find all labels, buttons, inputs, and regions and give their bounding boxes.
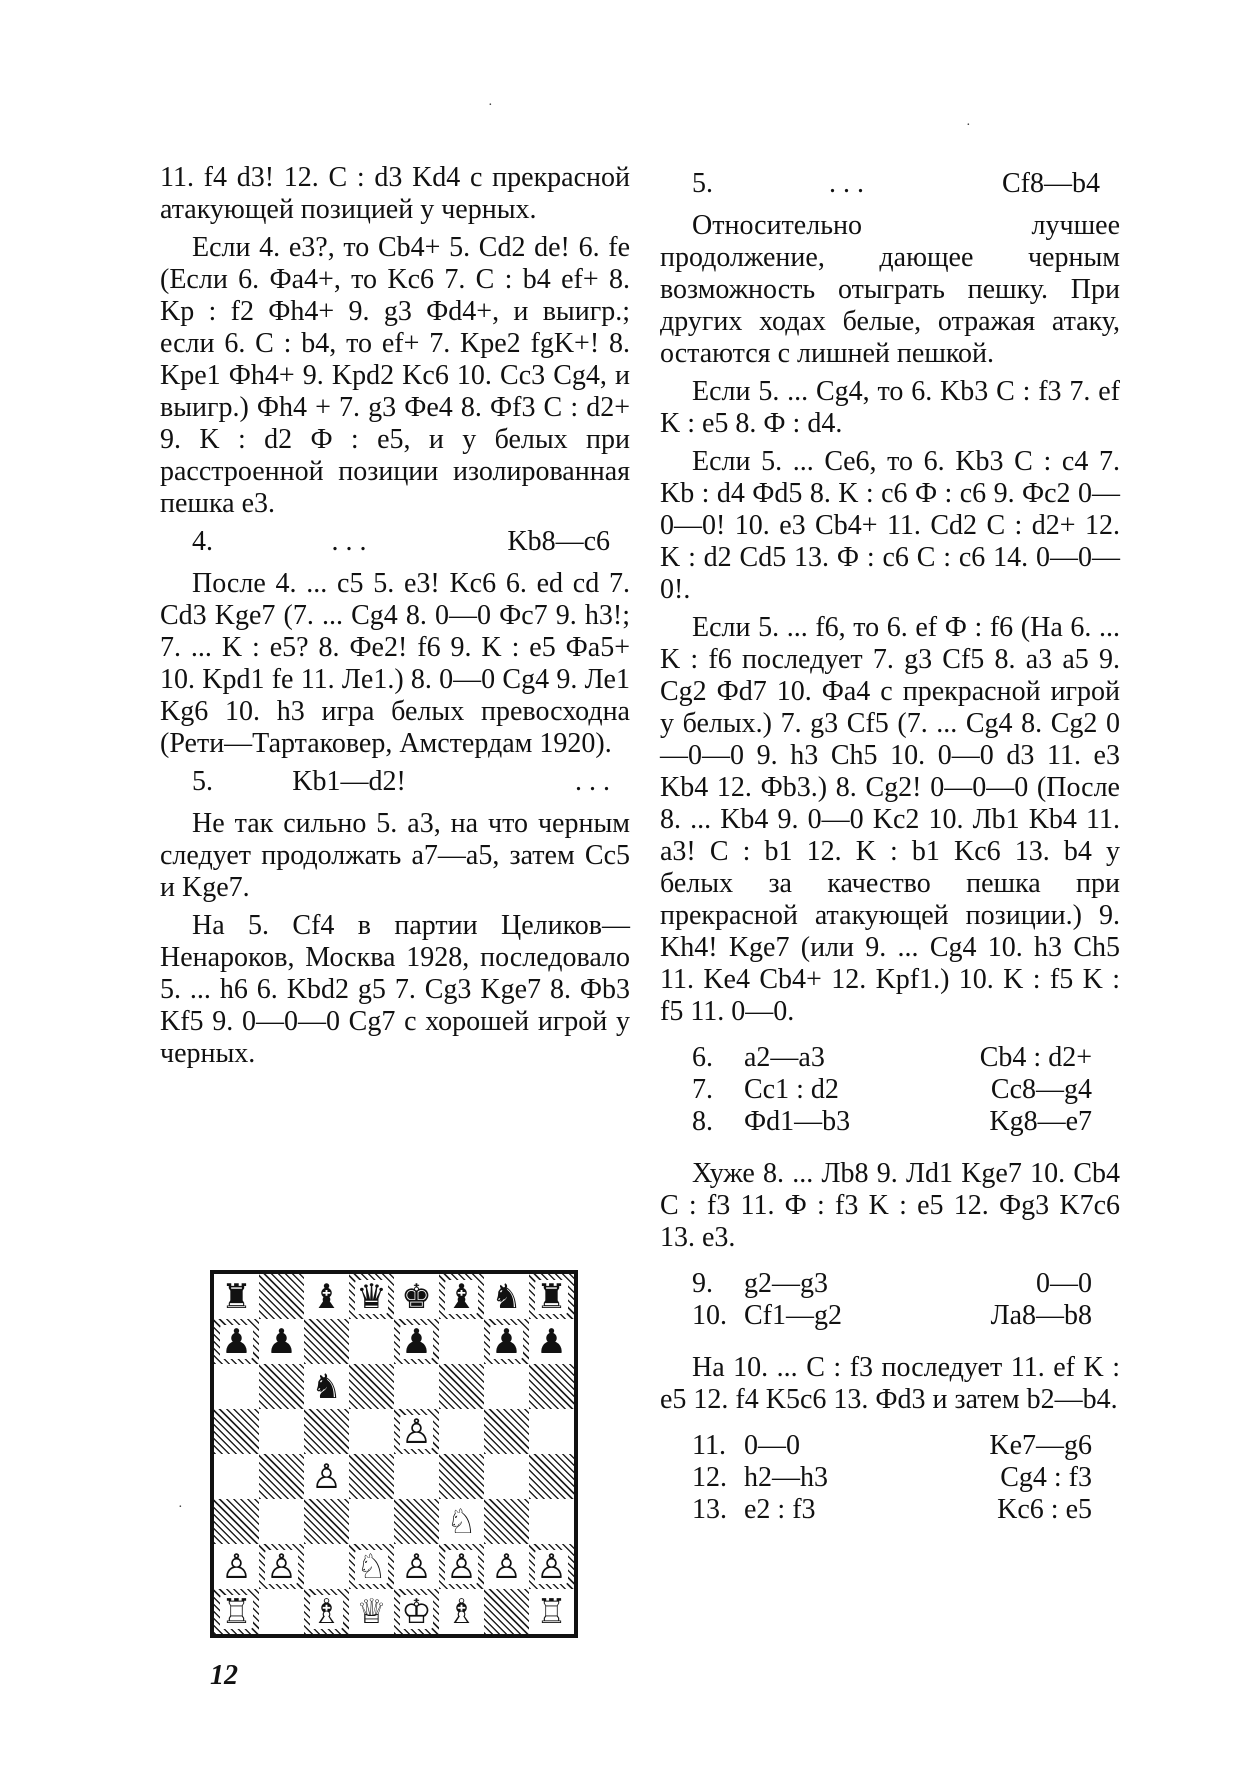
chess-piece-icon: ♘ [446,1501,477,1542]
chess-piece-icon: ♞ [491,1276,522,1317]
board-square [304,1454,349,1499]
scan-speck: · [966,118,971,133]
move-number: 4. [192,526,213,557]
board-square [484,1319,529,1364]
board-square [394,1499,439,1544]
board-square [439,1319,484,1364]
board-square [349,1274,394,1319]
board-square [349,1409,394,1454]
chess-piece-icon: ♜ [536,1276,567,1317]
page-number: 12 [210,1660,238,1691]
board-square [484,1364,529,1409]
chess-piece-icon: ♙ [401,1411,432,1452]
board-square [304,1319,349,1364]
board-square [529,1274,574,1319]
board-square [304,1499,349,1544]
black-move: Cf8—b4 [1002,168,1100,199]
board-square [394,1364,439,1409]
move-number: 5. [192,766,213,797]
black-move: . . . [575,766,610,797]
board-square [304,1364,349,1409]
paragraph: Относительно лучшее продолжение, дающее черным возможность отыграть пешку. При других ходах белые, отражая атаку, остаются с лишней пешкой. [660,210,1120,369]
board-square [439,1454,484,1499]
chess-piece-icon: ♛ [356,1276,387,1317]
move-table [692,1042,1092,1138]
main-move [160,766,630,798]
chess-piece-icon: ♙ [446,1546,477,1587]
chess-piece-icon: ♚ [401,1276,432,1317]
move-number: 11. [692,1430,726,1461]
move-number: 7. [692,1074,713,1105]
chess-piece-icon: ♝ [311,1276,342,1317]
paragraph: Если 5. ... Ce6, то 6. Kb3 C : c4 7. Kb : d4 Фd5 8. K : c6 Ф : c6 9. Фc2 0—0—0! 10. e3 Cb4+ 11. Cd2 C : d2+ 12. K : d2 Cd5 13. Ф : c6 C : c6 14. 0—0—0!. [660,446,1120,605]
chess-piece-icon: ♟ [536,1321,567,1362]
paragraph: На 10. ... C : f3 последует 11. ef K : e5 12. f4 K5c6 13. Фd3 и затем b2—b4. [660,1352,1120,1415]
move-row [692,1462,1092,1494]
board-square [529,1364,574,1409]
move-row [692,1074,1092,1106]
board-square [259,1589,304,1634]
move-row [692,1042,1092,1074]
scan-speck: · [178,1500,183,1515]
paragraph: Если 4. e3?, то Cb4+ 5. Cd2 de! 6. fe (Если 6. Фa4+, то Kc6 7. C : b4 ef+ 8. Kp : f2 Фh4+ 9. g3 Фd4+, и выигр.; если 6. C : b4, то ef+ 7. Kpe2 fgK+! 8. Kpe1 Фh4+ 9. Kpd2 Kc6 10. Cc3 Cg4, и выигр.) Фh4 + 7. g3 Фe4 8. Фf3 C : d2+ 9. K : d2 Ф : e5, и у белых при расстроенной позиции изолированная пешка e3. [160,232,630,519]
board-square [394,1589,439,1634]
board-square [529,1319,574,1364]
black-move: Kg8—e7 [989,1106,1092,1137]
paragraph: Хуже 8. ... Лb8 9. Лd1 Kge7 10. Cb4 C : f3 11. Ф : f3 K : e5 12. Фg3 K7c6 13. e3. [660,1158,1120,1253]
chess-piece-icon: ♔ [401,1591,432,1632]
board-square [394,1409,439,1454]
board-square [439,1499,484,1544]
board-square [529,1409,574,1454]
white-move: a2—a3 [744,1042,825,1073]
right-column [660,162,1120,1546]
chess-piece-icon: ♙ [311,1456,342,1497]
board-square [304,1544,349,1589]
white-move: g2—g3 [744,1268,828,1299]
board-square [214,1499,259,1544]
white-move: . . . [331,526,367,557]
board-square [304,1409,349,1454]
chess-piece-icon: ♟ [266,1321,297,1362]
black-move: Cb4 : d2+ [979,1042,1092,1073]
chess-piece-icon: ♟ [401,1321,432,1362]
paragraph: Если 5. ... Cg4, то 6. Kb3 C : f3 7. ef K : e5 8. Ф : d4. [660,376,1120,439]
scan-speck: · [488,98,493,113]
board-square [439,1409,484,1454]
chess-piece-icon: ♞ [311,1366,342,1407]
white-move: Kb1—d2! [292,766,406,797]
chess-piece-icon: ♙ [266,1546,297,1587]
board-square [214,1544,259,1589]
black-move: Лa8—b8 [990,1300,1092,1331]
board-square [484,1274,529,1319]
chess-piece-icon: ♘ [356,1546,387,1587]
board-square [394,1319,439,1364]
board-square [259,1499,304,1544]
board-square [484,1544,529,1589]
black-move: Cg4 : f3 [1000,1462,1092,1493]
chess-piece-icon: ♗ [311,1591,342,1632]
chess-piece-icon: ♙ [536,1546,567,1587]
paragraph: На 5. Cf4 в партии Целиков—Ненароков, Москва 1928, последовало 5. ... h6 6. Kbd2 g5 7. Cg3 Kge7 8. Фb3 Kf5 9. 0—0—0 Cg7 с хорошей игрой у черных. [160,910,630,1069]
move-number: 6. [692,1042,713,1073]
board-square [529,1499,574,1544]
board-square [214,1319,259,1364]
board-square [349,1364,394,1409]
board-square [349,1454,394,1499]
chess-piece-icon: ♟ [491,1321,522,1362]
chess-piece-icon: ♙ [491,1546,522,1587]
chess-piece-icon: ♖ [536,1591,567,1632]
board-square [259,1544,304,1589]
board-square [484,1589,529,1634]
board-square [394,1544,439,1589]
board-square [259,1364,304,1409]
main-move [660,168,1120,200]
chess-piece-icon: ♙ [401,1546,432,1587]
board-square [259,1409,304,1454]
move-number: 5. [692,168,713,199]
chess-piece-icon: ♙ [221,1546,252,1587]
chess-piece-icon: ♖ [221,1591,252,1632]
board-square [439,1274,484,1319]
move-row [692,1300,1092,1332]
board-square [304,1274,349,1319]
black-move: Ke7—g6 [989,1430,1092,1461]
board-square [439,1589,484,1634]
paragraph: 11. f4 d3! 12. C : d3 Kd4 с прекрасной атакующей позицией у черных. [160,162,630,225]
board-square [214,1589,259,1634]
board-square [484,1499,529,1544]
black-move: Kc6 : e5 [997,1494,1092,1525]
white-move: 0—0 [744,1430,800,1461]
main-move [160,526,630,558]
board-square [394,1274,439,1319]
move-table [692,1268,1092,1332]
move-number: 8. [692,1106,713,1137]
board-square [439,1544,484,1589]
board-square [349,1499,394,1544]
black-move: 0—0 [1036,1268,1092,1299]
chess-board-diagram [210,1270,578,1638]
chess-piece-icon: ♟ [221,1321,252,1362]
move-number: 9. [692,1268,713,1299]
board-square [529,1544,574,1589]
chess-piece-icon: ♗ [446,1591,477,1632]
board-square [259,1319,304,1364]
chess-piece-icon: ♜ [221,1276,252,1317]
board-square [214,1409,259,1454]
move-number: 12. [692,1462,727,1493]
board-square [349,1589,394,1634]
move-number: 13. [692,1494,727,1525]
black-move: Kb8—c6 [507,526,610,557]
paragraph: После 4. ... c5 5. e3! Kc6 6. ed cd 7. Cd3 Kge7 (7. ... Cg4 8. 0—0 Фc7 9. h3!; 7. ... K : e5? 8. Фe2! f6 9. K : e5 Фa5+ 10. Kpd1 fe 11. Лe1.) 8. 0—0 Cg4 9. Лe1 Kg6 10. h3 игра белых превосходна (Рети—Тартаковер, Амстердам 1920). [160,568,630,759]
move-number: 10. [692,1300,727,1331]
left-column [160,162,630,1076]
chess-piece-icon: ♕ [356,1591,387,1632]
board-square [214,1274,259,1319]
white-move: h2—h3 [744,1462,828,1493]
board-square [394,1454,439,1499]
black-move: Cc8—g4 [990,1074,1092,1105]
chess-piece-icon: ♝ [446,1276,477,1317]
white-move: e2 : f3 [744,1494,816,1525]
board-square [349,1319,394,1364]
move-row [692,1106,1092,1138]
board-square [484,1409,529,1454]
board-square [259,1454,304,1499]
board-square [214,1454,259,1499]
board-square [349,1544,394,1589]
white-move: . . . [829,168,864,199]
board-square [259,1274,304,1319]
move-row [692,1430,1092,1462]
board-square [304,1589,349,1634]
move-row [692,1268,1092,1300]
paragraph: Если 5. ... f6, то 6. ef Ф : f6 (На 6. ... K : f6 последует 7. g3 Cf5 8. a3 a5 9. Cg2 Фd7 10. Фa4 с прекрасной игрой у белых.) 7. g3 Cf5 (7. ... Cg4 8. Cg2 0—0—0 9. h3 Ch5 10. 0—0 d3 11. e3 Kb4 12. Фb3.) 8. Cg2! 0—0—0 (После 8. ... Kb4 9. 0—0 Kc2 10. Лb1 Kb4 11. a3! C : b1 12. K : b1 Kc6 13. b4 у белых за качество пешка при прекрасной атакующей позиции.) 9. Kh4! Kge7 (или 9. ... Cg4 10. h3 Ch5 11. Ke4 Cb4+ 12. Kpf1.) 10. K : f5 K : f5 11. 0—0. [660,612,1120,1027]
board-square [439,1364,484,1409]
paragraph: Не так сильно 5. a3, на что черным следует продолжать a7—a5, затем Cc5 и Kge7. [160,808,630,903]
board-square [484,1454,529,1499]
white-move: Cf1—g2 [744,1300,842,1331]
board-square [529,1589,574,1634]
move-row [692,1494,1092,1526]
move-table [692,1430,1092,1526]
board-square [214,1364,259,1409]
white-move: Фd1—b3 [744,1106,851,1137]
white-move: Cc1 : d2 [744,1074,839,1105]
board-square [529,1454,574,1499]
